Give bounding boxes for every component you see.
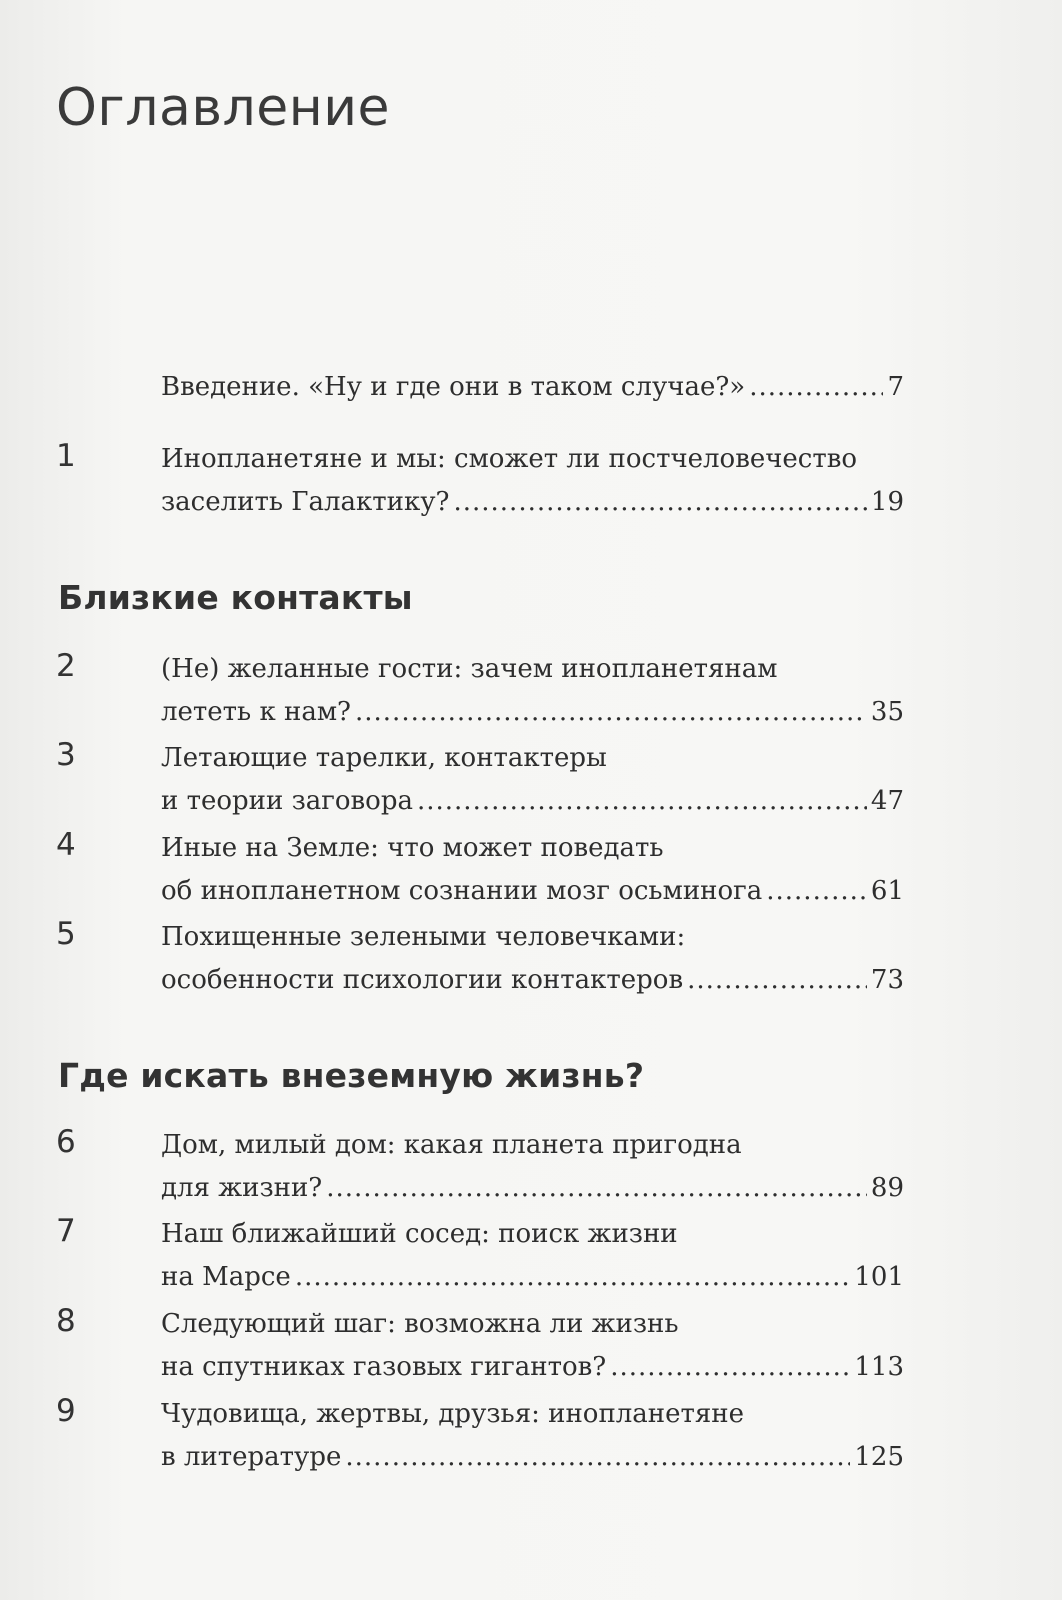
entry-lines: [161, 916, 904, 1002]
chapter-number: 4: [56, 827, 76, 863]
page-number: 89: [870, 1173, 904, 1203]
chapter-number: 9: [56, 1393, 76, 1429]
section-heading-close-contacts: Близкие контакты: [58, 578, 413, 617]
entry-line-1: Следующий шаг: возможна ли жизнь: [161, 1309, 679, 1339]
chapter-number: 8: [56, 1303, 76, 1339]
dot-leader: [345, 1436, 850, 1479]
entry-text: для жизни?: [161, 1173, 323, 1203]
entry-text: и теории заговора: [161, 786, 413, 816]
entry-line-2: [161, 1256, 904, 1299]
entry-line-1: (Не) желанные гости: зачем инопланетянам: [161, 654, 778, 684]
chapter-number: 6: [56, 1124, 76, 1160]
section-heading-where-to-search: Где искать внеземную жизнь?: [58, 1056, 645, 1095]
entry-lines: [161, 1303, 904, 1389]
entry-lines: [161, 1213, 904, 1299]
entry-lines: [161, 366, 904, 409]
entry-line-1: Летающие тарелки, контактеры: [161, 743, 607, 773]
entry-line-1: Похищенные зелеными человечками:: [161, 922, 686, 952]
dot-leader: [355, 691, 867, 734]
entry-line-2: [161, 1346, 904, 1389]
dot-leader: [295, 1256, 851, 1299]
entry-line-2: [161, 1436, 904, 1479]
entry-line-1: Чудовища, жертвы, друзья: инопланетяне: [161, 1399, 745, 1429]
entry-text: на Марсе: [161, 1262, 291, 1292]
chapter-number: 3: [56, 737, 76, 773]
chapter-number: 2: [56, 648, 76, 684]
entry-text: лететь к нам?: [161, 697, 351, 727]
page-title: Оглавление: [56, 78, 391, 138]
entry-line-2: [161, 780, 904, 823]
entry-line: [161, 366, 904, 409]
entry-lines: [161, 827, 904, 913]
page-number: 7: [887, 372, 904, 402]
page-number: 47: [870, 786, 904, 816]
dot-leader: [453, 481, 866, 524]
entry-text: на спутниках газовых гигантов?: [161, 1352, 607, 1382]
entry-lines: [161, 648, 904, 734]
entry-line-2: [161, 1167, 904, 1210]
page-number: 113: [854, 1352, 904, 1382]
entry-lines: [161, 1393, 904, 1479]
chapter-number: 7: [56, 1213, 76, 1249]
dot-leader: [749, 366, 883, 409]
entry-line-2: [161, 959, 904, 1002]
entry-text: заселить Галактику?: [161, 487, 450, 517]
entry-line-1: Наш ближайший сосед: поиск жизни: [161, 1219, 678, 1249]
entry-lines: [161, 438, 904, 524]
entry-line-1: Дом, милый дом: какая планета пригодна: [161, 1130, 742, 1160]
page-number: 73: [870, 965, 904, 995]
page-number: 101: [854, 1262, 904, 1292]
chapter-number: 1: [56, 438, 76, 474]
dot-leader: [326, 1167, 867, 1210]
page-number: 125: [854, 1442, 904, 1472]
dot-leader: [610, 1346, 850, 1389]
dot-leader: [417, 780, 867, 823]
entry-text: об инопланетном сознании мозг осьминога: [161, 876, 763, 906]
entry-text: особенности психологии контактеров: [161, 965, 684, 995]
entry-line-1: Инопланетяне и мы: сможет ли постчеловечество: [161, 444, 858, 474]
page-number: 61: [870, 876, 904, 906]
dot-leader: [687, 959, 867, 1002]
entry-lines: [161, 1124, 904, 1210]
entry-lines: [161, 737, 904, 823]
entry-text: Введение. «Ну и где они в таком случае?»: [161, 372, 746, 402]
entry-line-2: [161, 870, 904, 913]
entry-line-2: [161, 481, 904, 524]
entry-text: в литературе: [161, 1442, 342, 1472]
dot-leader: [766, 870, 867, 913]
chapter-number: 5: [56, 916, 76, 952]
page-number: 35: [870, 697, 904, 727]
entry-line-1: Иные на Земле: что может поведать: [161, 833, 664, 863]
page-number: 19: [870, 487, 904, 517]
entry-line-2: [161, 691, 904, 734]
